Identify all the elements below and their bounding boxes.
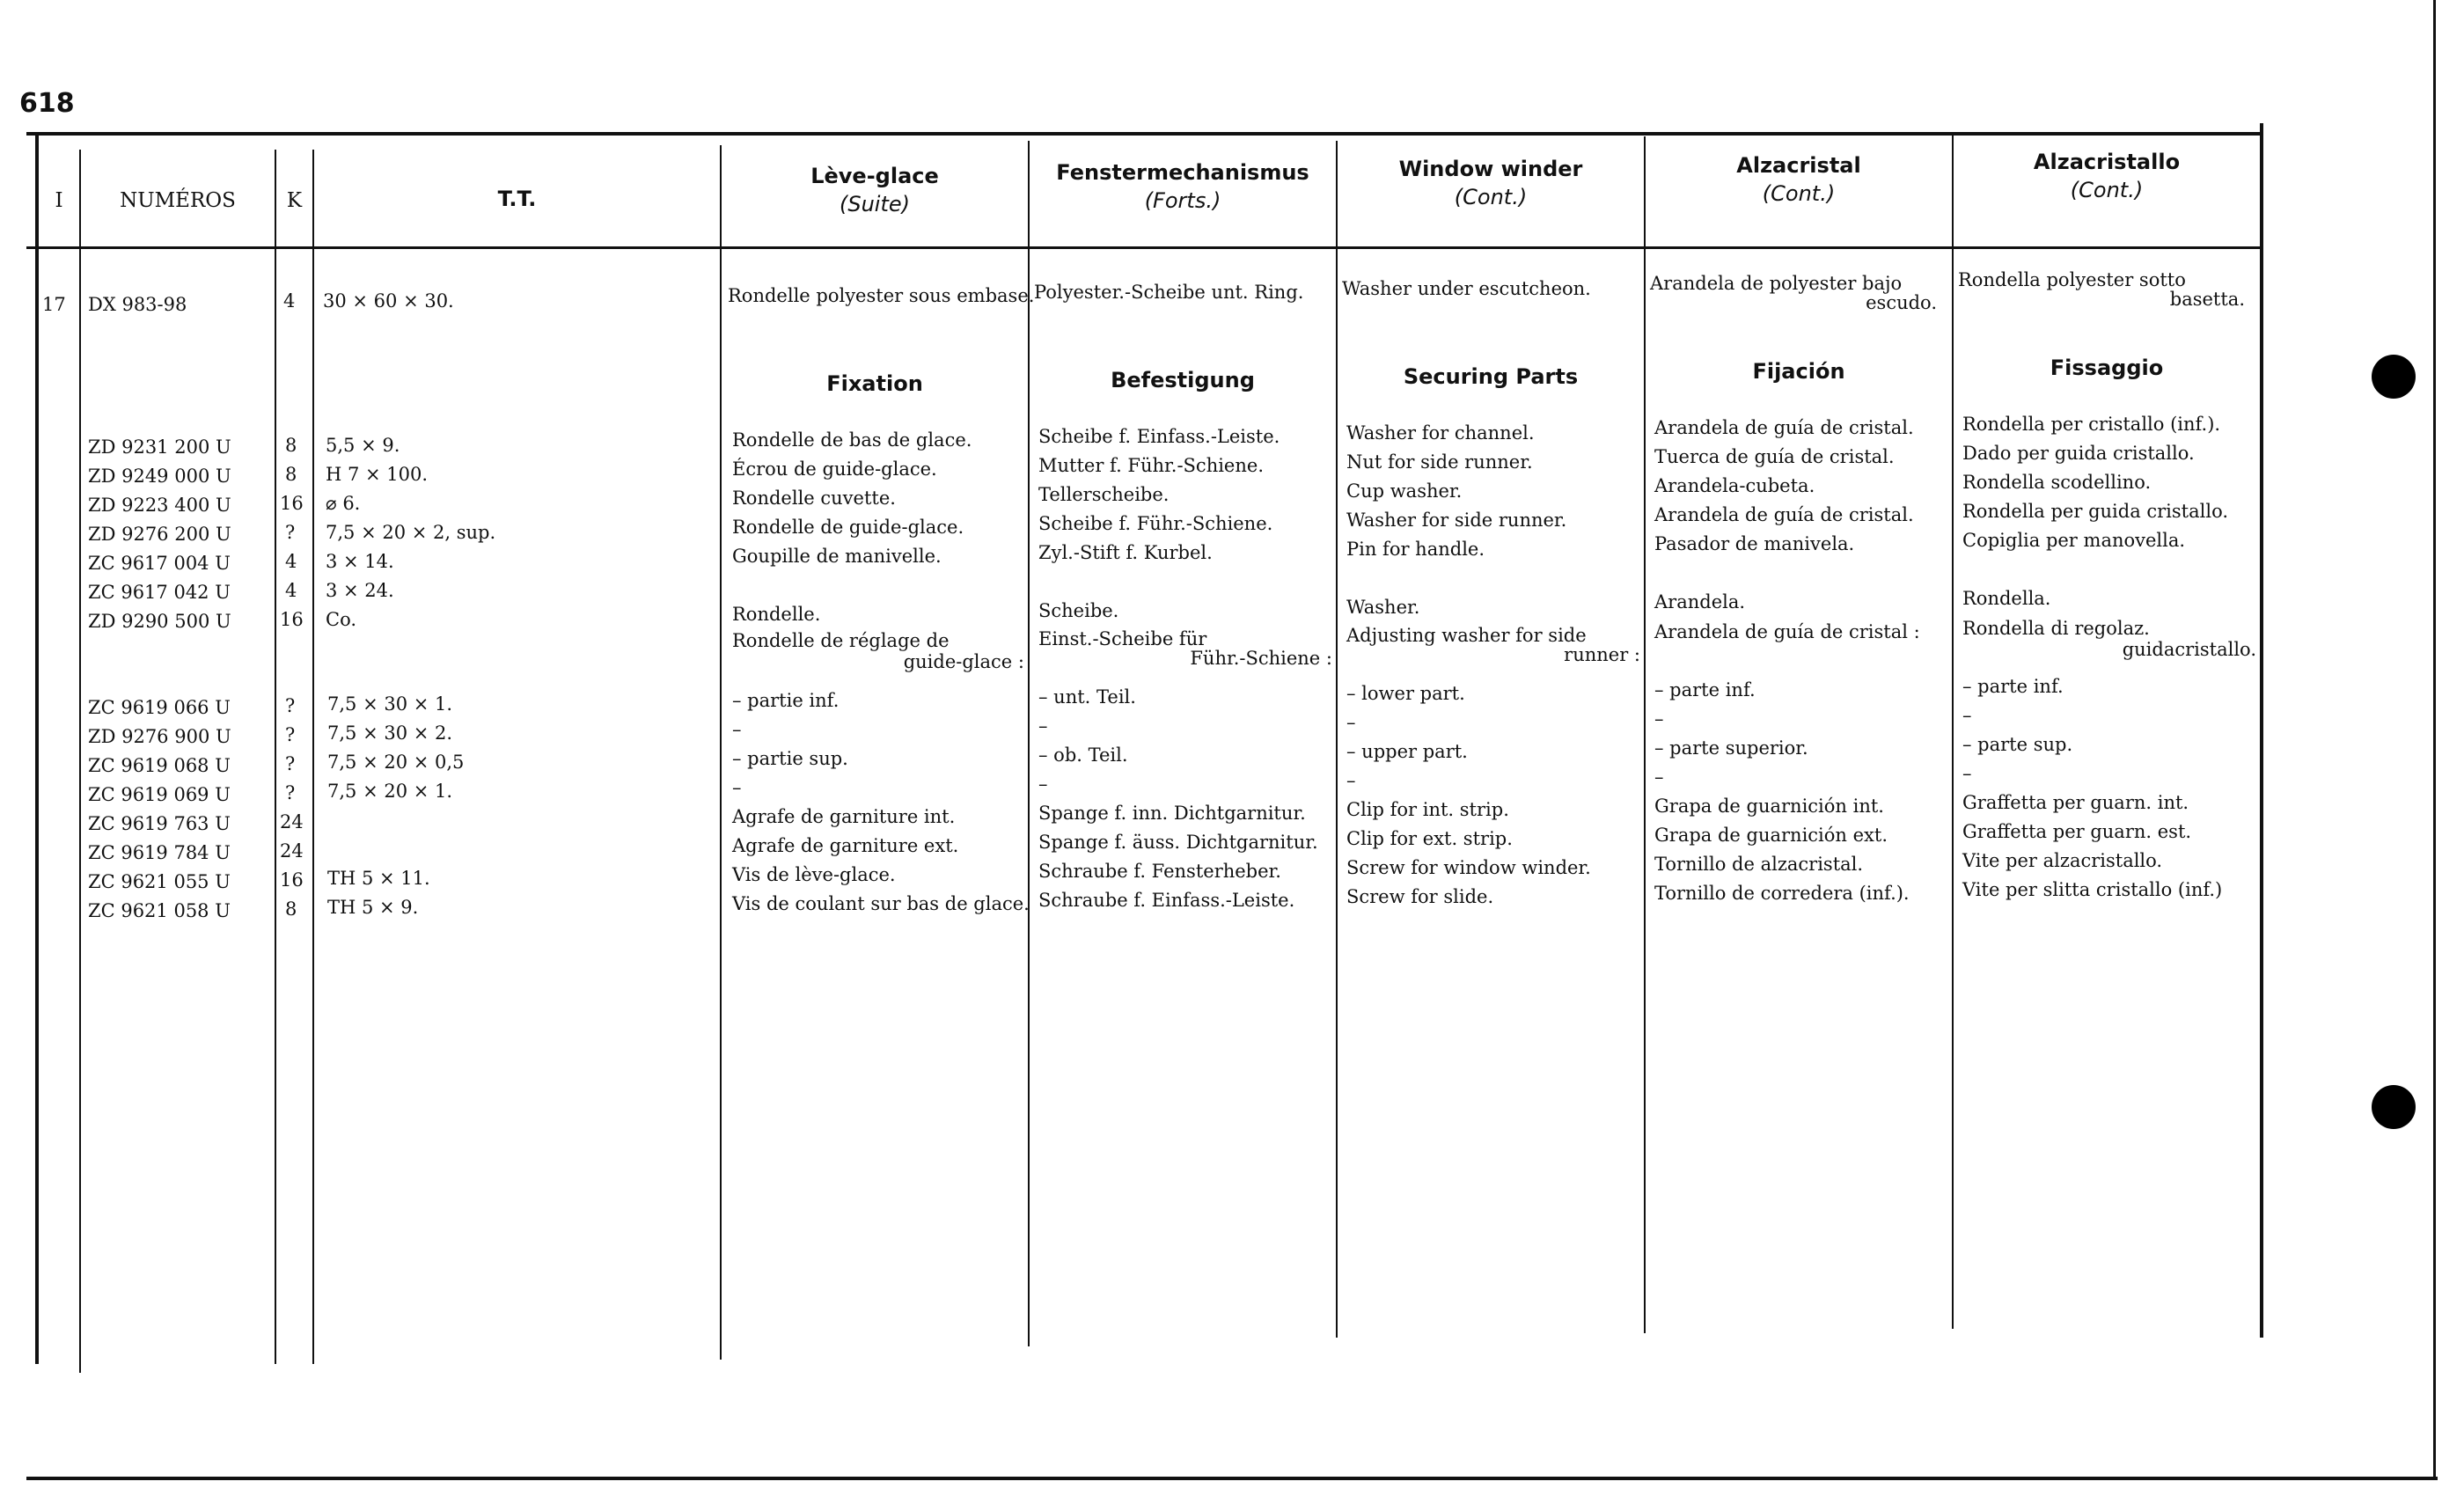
list-item: Grapa de guarnición int. [1654,796,1884,817]
list-item: Screw for slide. [1346,886,1494,907]
header-col-es-title: Alzacristal [1736,153,1861,178]
list-item: Copiglia per manovella. [1962,530,2186,551]
list-item: – partie inf. [732,690,840,711]
list-item: Agrafe de garniture ext. [732,835,959,856]
list-item: Cup washer. [1346,480,1463,502]
header-col-it-sub: (Cont.) [2070,178,2144,202]
list-item: – [1654,766,1664,788]
col-divider-tt [720,145,722,1360]
table-row-num: ZC 9617 004 U [88,553,231,574]
row17-k: 4 [283,290,296,312]
table-row-tt: 7,5 × 30 × 1. [327,693,453,715]
list-item: Schraube f. Fensterheber. [1038,861,1281,882]
table-row-tt: H 7 × 100. [326,464,429,485]
list-item: Écrou de guide-glace. [732,458,937,480]
de-list-2 [1038,683,1318,915]
list-item: Agrafe de garniture int. [732,806,956,827]
list-item: Grapa de guarnición ext. [1654,825,1888,846]
table-row-num: ZC 9619 066 U [88,697,231,718]
col-divider-k [312,150,314,1364]
list-item: Rondelle de bas de glace. [732,429,972,451]
table-row-num: ZD 9249 000 U [88,466,231,487]
col-divider-de [1336,141,1338,1338]
table-row-num: ZD 9223 400 U [88,495,231,516]
header-tt-label: T.T. [497,187,537,211]
table-row-tt: Co. [326,609,357,630]
table-right-border [2260,123,2263,1338]
list-item: Pasador de manivela. [1654,533,1855,554]
header-col-it-title: Alzacristallo [2033,150,2181,174]
page-number: 618 [19,88,75,119]
table-row-num: ZD 9276 900 U [88,726,231,747]
list-item: Tuerca de guía de cristal. [1654,446,1895,467]
list-item: Pin for handle. [1346,539,1485,560]
list-item: – upper part. [1346,741,1468,762]
en-washer: Washer. [1346,597,1420,618]
row17-it: Rondella polyester sotto [1958,269,2186,290]
list-item: Arandela-cubeta. [1654,475,1815,496]
table-row-num: ZD 9290 500 U [88,611,231,632]
list-item: – [1962,705,1972,726]
table-row-tt: TH 5 × 9. [327,897,419,918]
list-item: Tellerscheibe. [1038,484,1170,505]
es-list-1 [1654,414,1914,559]
table-row-tt: 7,5 × 20 × 1. [327,781,453,802]
it-list-1 [1962,410,2228,555]
list-item: Vis de coulant sur bas de glace. [732,893,1030,914]
row17-de: Polyester.-Scheibe unt. Ring. [1034,282,1304,303]
list-item: – parte inf. [1962,676,2064,697]
table-row-k: ? [285,724,296,745]
en-list-2 [1346,679,1591,912]
header-k: K [286,189,303,212]
list-item: – lower part. [1346,683,1465,704]
list-item: – [1038,774,1048,795]
header-col-en-sub: (Cont.) [1454,185,1528,209]
list-item: Graffetta per guarn. est. [1962,821,2192,842]
en-adjust-line2: runner : [1564,644,1640,665]
table-row-k: 4 [285,580,297,601]
list-item: Scheibe f. Führ.-Schiene. [1038,513,1273,534]
table-header-rule [26,246,2262,249]
list-item: – [1654,708,1664,730]
it-list-2 [1962,672,2222,905]
page-bottom-rule [26,1477,2438,1480]
list-item: Rondella scodellino. [1962,472,2152,493]
list-item: Screw for window winder. [1346,857,1591,878]
table-row-k: ? [285,782,296,803]
list-item: Tornillo de alzacristal. [1654,854,1864,875]
table-row-num: ZC 9619 763 U [88,813,231,834]
fr-list-1 [732,426,972,571]
row17-fr: Rondelle polyester sous embase. [728,285,1035,306]
list-item: Washer for channel. [1346,422,1535,444]
list-item: – parte inf. [1654,679,1756,700]
de-scheibe: Scheibe. [1038,600,1119,621]
list-item: Washer for side runner. [1346,510,1567,531]
de-adjust: Einst.-Scheibe für [1038,628,1207,649]
section-fissaggio: Fissaggio [2050,356,2164,380]
list-item: – partie sup. [732,748,848,769]
table-row-k: 4 [285,551,297,572]
header-col-de-sub: (Forts.) [1144,188,1221,213]
table-row-num: ZC 9621 055 U [88,871,231,892]
de-list-1 [1038,422,1280,568]
en-list-1 [1346,419,1566,564]
header-tt [314,185,720,213]
table-row-num: ZC 9619 784 U [88,842,231,863]
table-row-num: ZD 9231 200 U [88,436,231,458]
table-row-k: 16 [280,493,304,514]
list-item: Nut for side runner. [1346,451,1533,473]
table-row-k: ? [285,522,296,543]
list-item: Rondella per cristallo (inf.). [1962,414,2221,435]
list-item: Clip for int. strip. [1346,799,1509,820]
it-rondella: Rondella. [1962,588,2051,609]
header-col-de-title: Fenstermechanismus [1056,160,1309,185]
list-item: – unt. Teil. [1038,686,1136,708]
list-item: Spange f. inn. Dichtgarnitur. [1038,803,1306,824]
section-securing-parts: Securing Parts [1403,364,1579,389]
en-adjust: Adjusting washer for side [1346,625,1587,646]
list-item: – parte superior. [1654,737,1808,759]
table-row-k: ? [285,695,296,716]
row17-index: 17 [42,294,66,315]
table-row-k: 16 [280,609,304,630]
table-row-k: 8 [285,898,297,920]
header-col-es [1646,151,1952,208]
list-item: Vite per slitta cristallo (inf.) [1962,879,2223,900]
es-list-2 [1654,676,1910,908]
col-divider-es [1952,132,1954,1329]
table-top-rule [26,132,2262,136]
table-row-tt: 7,5 × 20 × 2, sup. [326,522,496,543]
row17-es-line2: escudo. [1866,292,1937,313]
header-col-it [1954,148,2260,204]
list-item: Vis de lève-glace. [732,864,896,885]
col-divider-index [79,150,81,1373]
list-item: Scheibe f. Einfass.-Leiste. [1038,426,1280,447]
list-item: Spange f. äuss. Dichtgarnitur. [1038,832,1318,853]
table-row-tt: 5,5 × 9. [326,435,400,456]
it-adjust: Rondella di regolaz. [1962,618,2150,639]
it-adjust-line2: guidacristallo. [2122,639,2256,660]
table-row-tt: 7,5 × 30 × 2. [327,722,453,744]
list-item: Vite per alzacristallo. [1962,850,2163,871]
page-edge-right [2433,0,2436,1478]
fr-adjust-line2: guide-glace : [903,651,1024,672]
list-item: – [1346,770,1356,791]
list-item: – [732,719,742,740]
table-row-k: ? [285,753,296,774]
header-index: I [55,189,63,212]
list-item: Clip for ext. strip. [1346,828,1513,849]
fr-list-2 [732,686,1030,919]
section-fixation: Fixation [826,371,923,396]
table-row-num: ZC 9617 042 U [88,582,231,603]
list-item: Arandela de guía de cristal. [1654,417,1914,438]
header-col-fr-title: Lève-glace [810,164,939,188]
table-row-tt: 3 × 14. [326,551,394,572]
es-adjust: Arandela de guía de cristal : [1654,621,1920,642]
table-row-num: ZC 9621 058 U [88,900,231,921]
row17-it-line2: basetta. [2169,289,2245,310]
list-item: Graffetta per guarn. int. [1962,792,2189,813]
list-item: – ob. Teil. [1038,744,1128,766]
list-item: Dado per guida cristallo. [1962,443,2195,464]
list-item: Goupille de manivelle. [732,546,942,567]
table-row-tt: 7,5 × 20 × 0,5 [327,752,465,773]
table-left-border [35,132,39,1364]
list-item: – [732,777,742,798]
section-fijacion: Fijación [1752,359,1845,384]
header-col-es-sub: (Cont.) [1762,181,1836,206]
row17-en: Washer under escutcheon. [1342,278,1591,299]
list-item: Mutter f. Führ.-Schiene. [1038,455,1264,476]
list-item: – [1346,712,1356,733]
list-item: – [1962,763,1972,784]
list-item: Arandela de guía de cristal. [1654,504,1914,525]
table-row-num: ZC 9619 069 U [88,784,231,805]
fr-adjust: Rondelle de réglage de [732,630,950,651]
list-item: Rondelle de guide-glace. [732,517,964,538]
de-adjust-line2: Führ.-Schiene : [1190,648,1332,669]
header-col-fr [722,162,1028,218]
table-row-tt: ⌀ 6. [326,493,361,514]
list-item: – [1038,715,1048,737]
list-item: Zyl.-Stift f. Kurbel. [1038,542,1213,563]
es-arandela: Arandela. [1654,591,1746,612]
table-row-k: 16 [280,869,304,891]
row17-tt: 30 × 60 × 30. [323,290,454,312]
binder-hole-bottom [2372,1085,2416,1129]
table-row-num: ZC 9619 068 U [88,755,231,776]
list-item: Schraube f. Einfass.-Leiste. [1038,890,1295,911]
fr-rondelle: Rondelle. [732,604,821,625]
table-row-num: ZD 9276 200 U [88,524,231,545]
header-col-en [1338,155,1644,211]
table-row-k: 8 [285,464,297,485]
header-col-de [1030,158,1336,215]
row17-numero: DX 983-98 [88,294,187,315]
table-row-k: 8 [285,435,297,456]
row17-es: Arandela de polyester bajo [1650,273,1903,294]
table-row-k: 24 [280,840,304,862]
section-befestigung: Befestigung [1111,368,1255,392]
col-divider-numeros [275,150,276,1364]
header-numeros: NUMÉROS [120,189,236,212]
col-divider-en [1644,136,1646,1333]
header-col-en-title: Window winder [1398,157,1583,181]
list-item: Rondella per guida cristallo. [1962,501,2229,522]
header-col-fr-sub: (Suite) [839,192,910,216]
list-item: Tornillo de corredera (inf.). [1654,883,1910,904]
table-row-tt: TH 5 × 11. [327,868,430,889]
table-row-k: 24 [280,811,304,832]
table-row-tt: 3 × 24. [326,580,394,601]
binder-hole-top [2372,355,2416,399]
list-item: Rondelle cuvette. [732,488,896,509]
list-item: – parte sup. [1962,734,2073,755]
